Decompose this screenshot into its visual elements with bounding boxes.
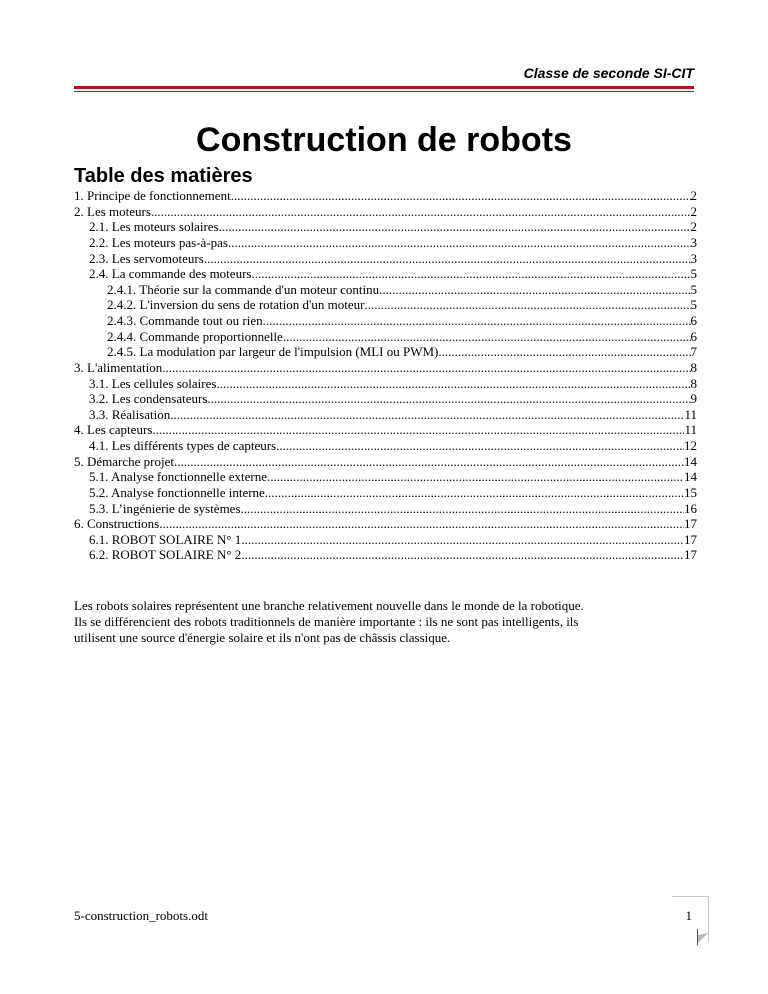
toc-entry-page: 5 xyxy=(690,281,697,297)
toc-entry-page: 14 xyxy=(684,453,697,469)
toc-leader-dots xyxy=(251,266,690,282)
toc-entry-page: 14 xyxy=(684,469,697,485)
toc-entry-text: 3.3. Réalisation xyxy=(89,406,171,422)
toc-leader-dots xyxy=(438,344,690,360)
toc-entry-text: 2.4. La commande des moteurs xyxy=(89,266,252,282)
toc-entry-text: 2.3. Les servomoteurs xyxy=(89,250,204,266)
toc-entry-page: 8 xyxy=(690,359,697,375)
table-of-contents xyxy=(74,188,697,563)
toc-entry-page: 12 xyxy=(684,438,697,453)
toc-entry[interactable] xyxy=(74,485,697,501)
toc-leader-dots xyxy=(170,407,684,423)
toc-entry-text: 2.4.3. Commande tout ou rien xyxy=(107,313,263,328)
toc-entry-page: 11 xyxy=(684,422,697,438)
toc-entry-text: 6.2. ROBOT SOLAIRE N° 2 xyxy=(89,547,242,563)
toc-leader-dots xyxy=(152,422,684,438)
toc-entry-page: 2 xyxy=(690,188,697,203)
toc-entry[interactable] xyxy=(74,251,697,267)
toc-entry-page: 17 xyxy=(684,531,697,547)
toc-entry-text: 5.1. Analyse fonctionnelle externe xyxy=(89,469,267,485)
toc-leader-dots xyxy=(263,313,691,329)
toc-entry-page: 2 xyxy=(690,219,697,235)
toc-entry[interactable] xyxy=(74,469,697,485)
toc-entry-page: 6 xyxy=(690,313,697,328)
header-rule xyxy=(74,86,694,89)
toc-leader-dots xyxy=(265,485,684,501)
toc-leader-dots xyxy=(228,235,691,251)
toc-entry-text: 6. Constructions xyxy=(74,516,160,532)
toc-entry-text: 2. Les moteurs xyxy=(74,203,151,219)
toc-entry-text: 5.2. Analyse fonctionnelle interne xyxy=(89,484,265,500)
toc-leader-dots xyxy=(379,282,690,298)
toc-leader-dots xyxy=(162,360,690,376)
toc-entry-page: 15 xyxy=(684,484,697,500)
toc-entry-page: 3 xyxy=(690,234,697,250)
toc-entry[interactable] xyxy=(74,391,697,407)
toc-leader-dots xyxy=(174,454,684,470)
toc-leader-dots xyxy=(207,391,690,407)
toc-leader-dots xyxy=(241,501,684,517)
toc-leader-dots xyxy=(276,438,684,454)
toc-leader-dots xyxy=(283,329,691,345)
footer-filename: 5-construction_robots.odt xyxy=(74,908,208,923)
document-title: Construction de robots xyxy=(196,121,572,159)
toc-entry-page: 3 xyxy=(690,250,697,266)
header-rule-thin xyxy=(74,91,694,92)
toc-leader-dots xyxy=(216,376,690,392)
toc-entry[interactable] xyxy=(74,297,697,313)
toc-entry-text: 5. Démarche projet xyxy=(74,453,174,469)
toc-entry-text: 2.4.2. L'inversion du sens de rotation d'un moteur xyxy=(107,297,365,313)
toc-entry-text: 2.1. Les moteurs solaires xyxy=(89,219,219,235)
toc-entry[interactable] xyxy=(74,547,697,563)
toc-entry-text: 2.2. Les moteurs pas-à-pas xyxy=(89,234,228,250)
toc-entry[interactable] xyxy=(74,376,697,392)
toc-leader-dots xyxy=(364,297,690,313)
toc-entry[interactable] xyxy=(74,266,697,282)
toc-entry[interactable] xyxy=(74,501,697,517)
toc-entry[interactable] xyxy=(74,282,697,298)
toc-entry-text: 3.1. Les cellules solaires xyxy=(89,375,217,391)
toc-entry[interactable] xyxy=(74,454,697,470)
toc-entry-page: 9 xyxy=(690,391,697,407)
intro-line: Les robots solaires représentent une branche relativement nouvelle dans le monde de la robotique. xyxy=(74,598,584,613)
toc-entry-text: 2.4.5. La modulation par largeur de l'impulsion (MLI ou PWM) xyxy=(107,344,439,360)
toc-entry-text: 3. L'alimentation xyxy=(74,359,163,375)
toc-entry[interactable] xyxy=(74,407,697,423)
page-number: 1 xyxy=(685,908,692,923)
toc-entry[interactable] xyxy=(74,532,697,548)
toc-leader-dots xyxy=(241,532,684,548)
toc-entry-page: 11 xyxy=(684,406,697,422)
toc-entry-page: 2 xyxy=(690,203,697,219)
toc-entry-page: 5 xyxy=(690,266,697,282)
toc-entry-text: 2.4.1. Théorie sur la commande d'un moteur continu xyxy=(107,281,380,297)
toc-entry-text: 5.3. L’ingénierie de systèmes xyxy=(89,500,241,516)
toc-entry[interactable] xyxy=(74,438,697,454)
toc-entry-text: 1. Principe de fonctionnement xyxy=(74,188,231,203)
toc-entry[interactable] xyxy=(74,360,697,376)
toc-entry-page: 17 xyxy=(684,516,697,532)
toc-leader-dots xyxy=(151,204,691,220)
toc-entry-text: 4. Les capteurs xyxy=(74,422,153,438)
toc-entry[interactable] xyxy=(74,516,697,532)
toc-leader-dots xyxy=(241,547,684,563)
toc-entry-text: 2.4.4. Commande proportionnelle xyxy=(107,328,283,344)
toc-entry[interactable] xyxy=(74,235,697,251)
toc-entry-page: 17 xyxy=(684,547,697,563)
intro-paragraph xyxy=(74,598,704,646)
toc-entry-page: 8 xyxy=(690,375,697,391)
toc-entry-page: 7 xyxy=(690,344,697,360)
toc-leader-dots xyxy=(219,219,691,235)
toc-entry[interactable] xyxy=(74,219,697,235)
toc-entry[interactable] xyxy=(74,204,697,220)
toc-leader-dots xyxy=(204,251,691,267)
toc-entry[interactable] xyxy=(74,329,697,345)
toc-entry-page: 16 xyxy=(684,500,697,516)
toc-entry-text: 3.2. Les condensateurs xyxy=(89,391,208,407)
toc-entry[interactable] xyxy=(74,188,697,204)
page-curl-icon xyxy=(697,929,709,945)
toc-entry[interactable] xyxy=(74,422,697,438)
header-text: Classe de seconde SI-CIT xyxy=(523,65,694,81)
intro-line: Ils se différencient des robots traditionnels de manière importante : ils ne sont pas intelligents, ils xyxy=(74,614,579,629)
toc-leader-dots xyxy=(231,188,691,204)
toc-entry[interactable] xyxy=(74,313,697,329)
toc-leader-dots xyxy=(267,469,684,485)
intro-line: utilisent une source d'énergie solaire et ils n'ont pas de châssis classique. xyxy=(74,630,451,645)
toc-entry-page: 6 xyxy=(690,328,697,344)
toc-entry[interactable] xyxy=(74,344,697,360)
toc-leader-dots xyxy=(159,516,684,532)
toc-heading: Table des matières xyxy=(74,165,253,187)
toc-entry-text: 6.1. ROBOT SOLAIRE N° 1 xyxy=(89,531,242,547)
toc-entry-page: 5 xyxy=(690,297,697,313)
toc-entry-text: 4.1. Les différents types de capteurs xyxy=(89,438,277,453)
